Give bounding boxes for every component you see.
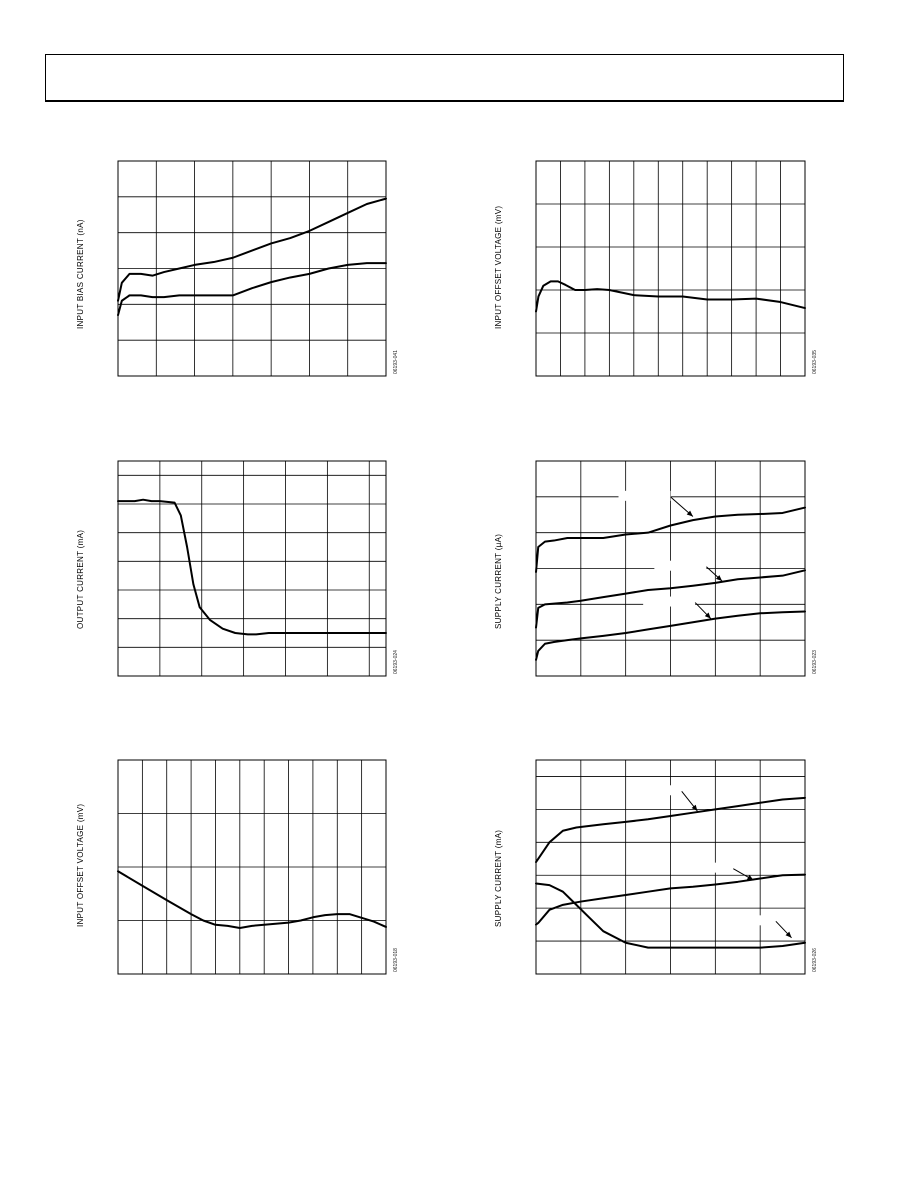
figure-id: 06193-041 (393, 350, 399, 374)
plot-area (118, 461, 386, 676)
series-line-1 (118, 871, 386, 928)
figure-id: 06193-023 (812, 650, 818, 674)
annotation-label-gap (654, 561, 706, 571)
y-axis-label: INPUT OFFSET VOLTAGE (mV) (76, 803, 85, 927)
chart-input-bias-current (76, 161, 399, 376)
grid (118, 161, 386, 376)
figure-id: 06193-024 (393, 650, 399, 674)
figure-id: 06193-018 (393, 948, 399, 972)
series-line-1 (118, 500, 386, 635)
annotation-label-gap (724, 915, 776, 925)
figure-id: 06193-026 (812, 948, 818, 972)
plot-area (536, 760, 805, 974)
plot-area (118, 161, 386, 376)
series-line-1 (118, 199, 386, 301)
chart-output-current (76, 461, 399, 676)
plot-area (536, 461, 805, 676)
y-axis-label: OUTPUT CURRENT (mA) (76, 529, 85, 629)
figure-id: 06193-035 (812, 350, 818, 374)
series-line-2 (118, 263, 386, 315)
series-line-1 (536, 281, 805, 311)
annotation-label-gap (681, 863, 733, 873)
chart-supply-current-ua (494, 461, 818, 676)
y-axis-label: SUPPLY CURRENT (µA) (494, 533, 503, 629)
plot-frame (536, 161, 805, 376)
y-axis-label: INPUT BIAS CURRENT (nA) (76, 218, 85, 329)
header-box (45, 54, 844, 102)
plot-area (118, 760, 386, 974)
annotation-label-gap (630, 785, 682, 795)
grid (536, 161, 805, 376)
annotation-label-gap (643, 597, 695, 607)
y-axis-label: INPUT OFFSET VOLTAGE (mV) (494, 205, 503, 329)
plot-area (536, 161, 805, 376)
grid (118, 461, 386, 676)
chart-input-offset-voltage-2 (76, 760, 399, 974)
y-axis-label: SUPPLY CURRENT (mA) (494, 829, 503, 927)
chart-input-offset-voltage-1 (494, 161, 818, 376)
annotation-label-gap (619, 491, 671, 501)
chart-supply-current-ma (494, 760, 818, 974)
grid (118, 760, 386, 974)
plot-frame (118, 461, 386, 676)
